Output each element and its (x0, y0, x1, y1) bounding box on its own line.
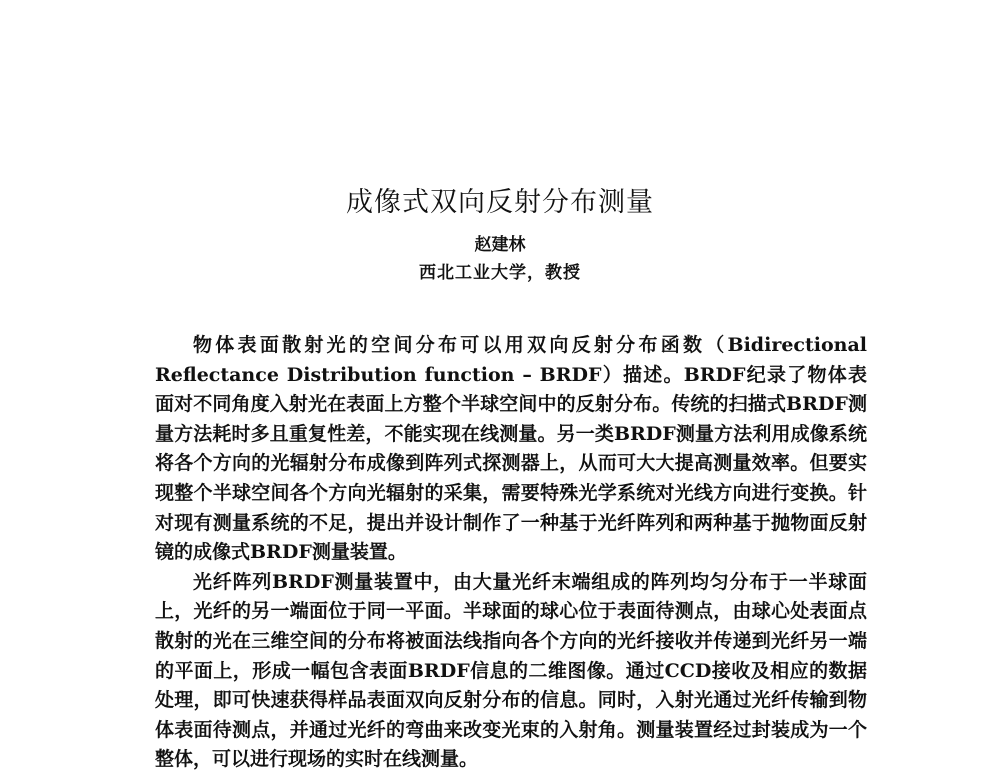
paragraph-1: 物体表面散射光的空间分布可以用双向反射分布函数（Bidirectional Reflectance Distribution function – BRDF）描述。BRDF纪录了物体表面对不同角度入射光在表面上方整个半球空间中的反射分布。传统的扫描式BRDF测量方法耗时多且重复性差，不能实现在线测量。另一类BRDF测量方法利用成像系统将各个方向的光辐射分布成像到阵列式探测器上，从而可大大提高测量效率。但要实现整个半球空间各个方向光辐射的采集，需要特殊光学系统对光线方向进行变换。针对现有测量系统的不足，提出并设计制作了一种基于光纤阵列和两种基于抛物面反射镜的成像式BRDF测量装置。 (155, 334, 867, 564)
paragraph-2: 光纤阵列BRDF测量装置中，由大量光纤末端组成的阵列均匀分布于一半球面上，光纤的另一端面位于同一平面。半球面的球心位于表面待测点，由球心处表面点散射的光在三维空间的分布将被面法线指向各个方向的光纤接收并传递到光纤另一端的平面上，形成一幅包含表面BRDF信息的二维图像。通过CCD接收及相应的数据处理，即可快速获得样品表面双向反射分布的信息。同时，入射光通过光纤传输到物体表面待测点，并通过光纤的弯曲来改变光束的入射角。测量装置经过封装成为一个整体，可以进行现场的实时在线测量。 (155, 570, 867, 771)
author-affiliation: 西北工业大学，教授 (419, 263, 581, 283)
abstract-body (155, 331, 867, 775)
paper-title: 成像式双向反射分布测量 (346, 187, 654, 218)
author-name: 赵建林 (474, 235, 526, 255)
